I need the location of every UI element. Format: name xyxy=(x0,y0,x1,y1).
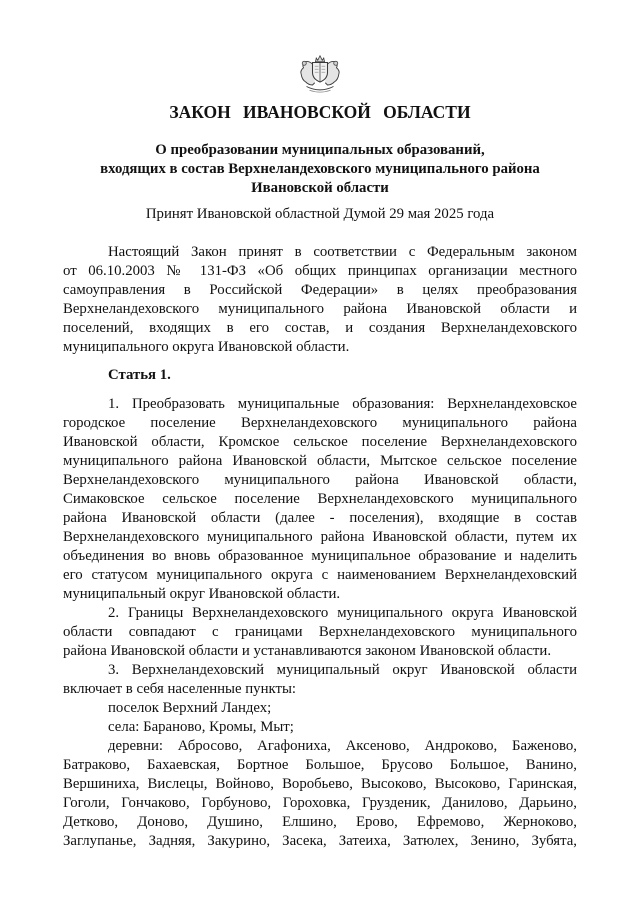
text-line: района Ивановской области и устанавливаются законом Ивановской области. xyxy=(63,643,552,659)
text-line: 3. Верхнеландеховский муниципальный округ Ивановской области xyxy=(108,662,577,678)
settlement-sela xyxy=(63,718,577,737)
settlement-poselok xyxy=(63,699,577,718)
text-line: Детково, Доново, Душино, Елшино, Ерово, Ефремово, Жерноково, xyxy=(63,814,577,830)
text-line: Верхнеландеховского муниципального района Ивановской области, путем их xyxy=(63,529,577,545)
ivanovo-oblast-coat-of-arms-icon xyxy=(296,52,344,97)
text-line: Ивановской области, Кромское сельское поселение Верхнеландеховского xyxy=(63,434,577,450)
law-subtitle-line: О преобразовании муниципальных образований, xyxy=(155,142,485,158)
text-line: области совпадают с границами Верхнеландеховского муниципального xyxy=(63,624,577,640)
text-line: самоуправления в Российской Федерации» в целях преобразования xyxy=(63,282,577,298)
text-line: Симаковское сельское поселение Верхнеландеховского муниципального xyxy=(63,491,577,507)
text-line: 1. Преобразовать муниципальные образования: Верхнеландеховское xyxy=(108,396,577,412)
law-subtitle-line: входящих в состав Верхнеландеховского муниципального района xyxy=(100,161,540,177)
text-line: муниципального округа Ивановской области. xyxy=(63,339,350,355)
text-line: муниципальный округ Ивановской области. xyxy=(63,586,341,602)
text-line: Батраково, Бахаевская, Бортное Большое, Брусово Большое, Ванино, xyxy=(63,757,577,773)
emblem-container xyxy=(63,52,577,97)
text-line: Заглупанье, Задняя, Закурино, Засека, Затеиха, Затюлех, Зенино, Зубята, xyxy=(63,833,577,849)
preamble xyxy=(63,243,577,357)
settlement-derevni xyxy=(63,737,577,851)
text-line: Верхнеландеховского муниципального района Ивановской области, xyxy=(63,472,577,488)
text-line: включает в себя населенные пункты: xyxy=(63,681,297,697)
text-line: Гоголи, Гончаково, Горбуново, Гороховка, Грузденик, Данилово, Дарьино, xyxy=(63,795,577,811)
clause-2 xyxy=(63,604,577,661)
text-line: Настоящий Закон принят в соответствии с Федеральным законом xyxy=(108,244,577,260)
text-line: Статья 1. xyxy=(108,367,171,383)
text-line: его статусом муниципального округа с наименованием Верхнеландеховский xyxy=(63,567,577,583)
text-line: от 06.10.2003 № 131-ФЗ «Об общих принципах организации местного xyxy=(63,263,577,279)
text-line: Верхнеландеховского муниципального района Ивановской области и xyxy=(63,301,577,317)
article-1-heading xyxy=(63,366,577,385)
clause-3 xyxy=(63,661,577,699)
law-subtitle-line: Ивановской области xyxy=(251,180,389,196)
text-line: муниципального района Ивановской области, Мытское сельское поселение xyxy=(63,453,577,469)
adoption-line: Принят Ивановской областной Думой 29 мая 2025 года xyxy=(145,206,495,222)
law-subtitle xyxy=(63,141,577,198)
text-line: поселок Верхний Ландех; xyxy=(108,700,272,716)
clause-1 xyxy=(63,395,577,604)
text-line: Вершиниха, Вислецы, Войново, Воробьево, Высоково, Высоково, Гаринская, xyxy=(63,776,577,792)
text-line: деревни: Абросово, Агафониха, Аксеново, Андроково, Баженово, xyxy=(108,738,577,754)
text-line: городское поселение Верхнеландеховского муниципального района xyxy=(63,415,577,431)
text-line: района Ивановской области (далее - поселения), входящие в состав xyxy=(63,510,577,526)
law-title: ЗАКОН ИВАНОВСКОЙ ОБЛАСТИ xyxy=(169,102,471,122)
text-line: 2. Границы Верхнеландеховского муниципального округа Ивановской xyxy=(108,605,577,621)
text-line: села: Бараново, Кромы, Мыт; xyxy=(108,719,294,735)
document-body xyxy=(63,243,577,851)
text-line: объединения во вновь образованное муниципальное образование и наделить xyxy=(63,548,577,564)
text-line: поселений, входящих в его состав, и создания Верхнеландеховского xyxy=(63,320,577,336)
